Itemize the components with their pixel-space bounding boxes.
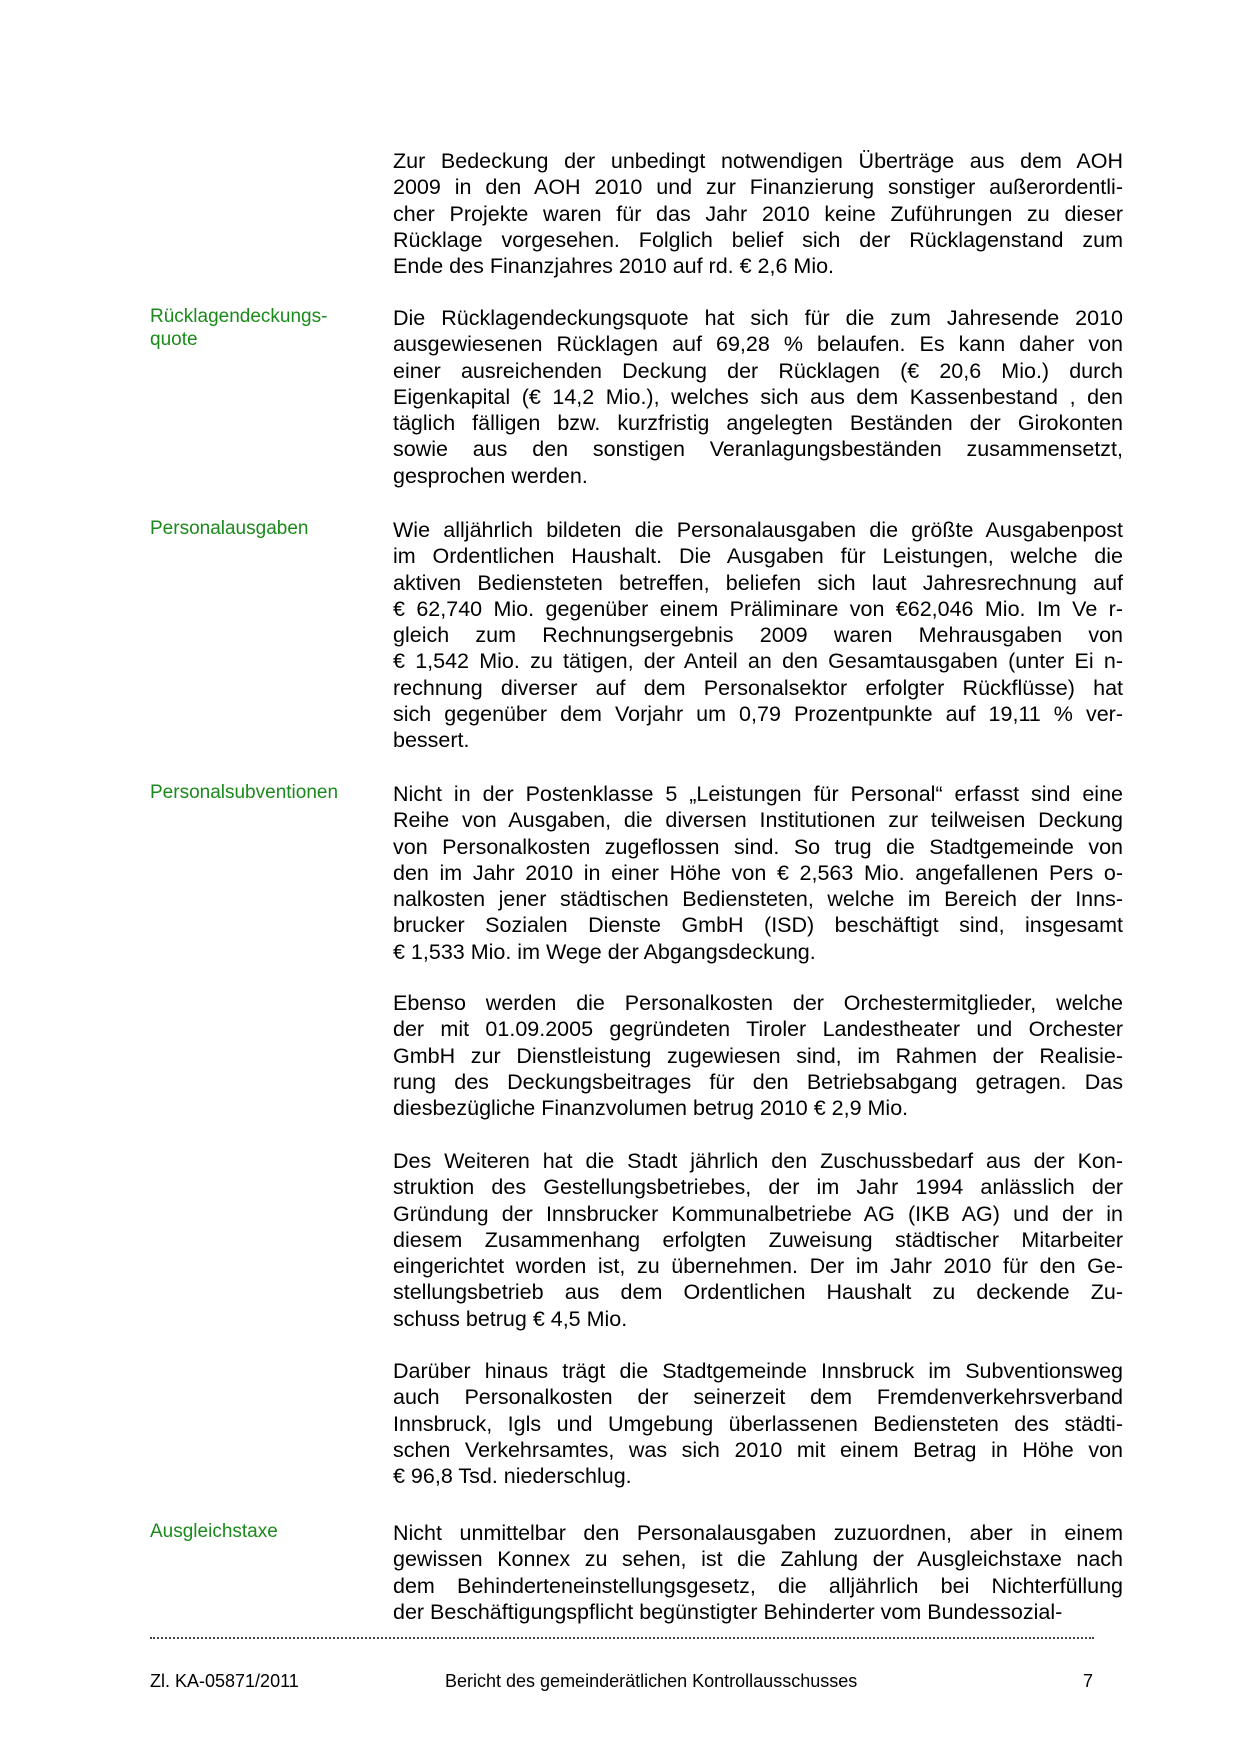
footer-reference: Zl. KA-05871/2011 (150, 1671, 299, 1691)
text-line: 2009 in den AOH 2010 und zur Finanzierung sonstiger außerordentli- (393, 175, 1123, 200)
text-line: Eigenkapital (€ 14,2 Mio.), welches sich aus dem Kassenbestand , den (393, 384, 1123, 409)
paragraph-text (393, 517, 1123, 754)
text-line: cher Projekte waren für das Jahr 2010 keine Zuführungen zu dieser (393, 201, 1123, 226)
text-line: gleich zum Rechnungsergebnis 2009 waren Mehrausgaben von (393, 623, 1123, 648)
margin-label (150, 517, 380, 540)
text-line: gesprochen werden. (393, 463, 588, 488)
text-line: der mit 01.09.2005 gegründeten Tiroler Landestheater und Orchester (393, 1017, 1123, 1042)
paragraph-text (393, 781, 1123, 965)
text-line: schuss betrug € 4,5 Mio. (393, 1306, 628, 1331)
text-line: ausgewiesenen Rücklagen auf 69,28 % belaufen. Es kann daher von (393, 332, 1123, 357)
text-line: Zur Bedeckung der unbedingt notwendigen Überträge aus dem AOH (393, 149, 1123, 173)
text-line: der Beschäftigungspflicht begünstigter Behinderter vom Bundessozial- (393, 1599, 1063, 1624)
text-line: nalkosten jener städtischen Bediensteten, welche im Bereich der Inns- (393, 887, 1123, 912)
text-line: dem Behinderteneinstellungsgesetz, die alljährlich bei Nichterfüllung (393, 1573, 1123, 1598)
text-line: Nicht unmittelbar den Personalausgaben zuzuordnen, aber in einem (393, 1521, 1123, 1545)
text-line: € 62,740 Mio. gegenüber einem Präliminare von €62,046 Mio. Im Ve r- (393, 596, 1123, 621)
text-line: rung des Deckungsbeitrages für den Betriebsabgang getragen. Das (393, 1069, 1123, 1094)
paragraph-text (393, 305, 1123, 489)
margin-label (150, 781, 380, 804)
text-line: Nicht in der Postenklasse 5 „Leistungen für Personal“ erfasst sind eine (393, 782, 1123, 806)
text-line: im Ordentlichen Haushalt. Die Ausgaben für Leistungen, welche die (393, 544, 1123, 569)
paragraph-text (393, 1520, 1123, 1625)
text-line: bessert. (393, 728, 470, 753)
text-line: Gründung der Innsbrucker Kommunalbetriebe AG (IKB AG) und der in (393, 1201, 1123, 1226)
paragraph-text (393, 1148, 1123, 1332)
text-line: gewissen Konnex zu sehen, ist die Zahlung der Ausgleichstaxe nach (393, 1547, 1123, 1572)
text-line: Ende des Finanzjahres 2010 auf rd. € 2,6 Mio. (393, 254, 835, 279)
text-line: diesbezügliche Finanzvolumen betrug 2010 € 2,9 Mio. (393, 1096, 909, 1121)
margin-label (150, 1520, 380, 1543)
text-line: Reihe von Ausgaben, die diversen Institutionen zur teilweisen Deckung (393, 808, 1123, 833)
margin-label-line: Personalausgaben (150, 518, 309, 539)
paragraph-text (393, 990, 1123, 1121)
footer-page-number: 7 (1083, 1671, 1094, 1691)
text-line: € 96,8 Tsd. niederschlug. (393, 1464, 632, 1489)
text-line: Rücklage vorgesehen. Folglich belief sich der Rücklagenstand zum (393, 227, 1123, 252)
text-line: stellungsbetrieb aus dem Ordentlichen Haushalt zu deckende Zu- (393, 1280, 1123, 1305)
text-line: schen Verkehrsamtes, was sich 2010 mit einem Betrag in Höhe von (393, 1437, 1123, 1462)
margin-label-line: Personalsubventionen (150, 782, 339, 803)
text-line: struktion des Gestellungsbetriebes, der im Jahr 1994 anlässlich der (393, 1175, 1123, 1200)
text-line: rechnung diverser auf dem Personalsektor erfolgter Rückflüsse) hat (393, 675, 1123, 700)
text-line: den im Jahr 2010 in einer Höhe von € 2,563 Mio. angefallenen Pers o- (393, 860, 1123, 885)
text-line: € 1,533 Mio. im Wege der Abgangsdeckung. (393, 939, 816, 964)
text-line: Innsbruck, Igls und Umgebung überlassenen Bediensteten des städti- (393, 1411, 1123, 1436)
margin-label (150, 305, 380, 351)
text-line: sich gegenüber dem Vorjahr um 0,79 Prozentpunkte auf 19,11 % ver- (393, 702, 1123, 727)
text-line: aktiven Bediensteten betreffen, beliefen sich laut Jahresrechnung auf (393, 570, 1123, 595)
text-line: GmbH zur Dienstleistung zugewiesen sind, im Rahmen der Realisie- (393, 1043, 1123, 1068)
text-line: diesem Zusammenhang erfolgten Zuweisung städtischer Mitarbeiter (393, 1227, 1123, 1252)
text-line: sowie aus den sonstigen Veranlagungsbeständen zusammensetzt, (393, 437, 1123, 462)
paragraph-text (393, 1358, 1123, 1489)
footer-title: Bericht des gemeinderätlichen Kontrollausschusses (445, 1671, 858, 1691)
text-line: € 1,542 Mio. zu tätigen, der Anteil an den Gesamtausgaben (unter Ei n- (393, 649, 1123, 674)
margin-label-line: Ausgleichstaxe (150, 1521, 278, 1542)
text-line: täglich fälligen bzw. kurzfristig angelegten Beständen der Girokonten (393, 411, 1123, 436)
text-line: Die Rücklagendeckungsquote hat sich für die zum Jahresende 2010 (393, 306, 1123, 330)
margin-label-line: Rücklagendeckungs- (150, 306, 328, 327)
text-line: Darüber hinaus trägt die Stadtgemeinde Innsbruck im Subventionsweg (393, 1359, 1123, 1383)
text-line: von Personalkosten zugeflossen sind. So trug die Stadtgemeinde von (393, 834, 1123, 859)
text-line: eingerichtet worden ist, zu übernehmen. Der im Jahr 2010 für den Ge- (393, 1254, 1123, 1279)
margin-label-line: quote (150, 329, 198, 350)
text-line: Wie alljährlich bildeten die Personalausgaben die größte Ausgabenpost (393, 518, 1123, 542)
text-line: auch Personalkosten der seinerzeit dem Fremdenverkehrsverband (393, 1385, 1123, 1410)
footer-divider (150, 1637, 1094, 1639)
text-line: brucker Sozialen Dienste GmbH (ISD) beschäftigt sind, insgesamt (393, 913, 1123, 938)
text-line: Ebenso werden die Personalkosten der Orchestermitglieder, welche (393, 991, 1123, 1015)
text-line: einer ausreichenden Deckung der Rücklagen (€ 20,6 Mio.) durch (393, 358, 1123, 383)
text-line: Des Weiteren hat die Stadt jährlich den Zuschussbedarf aus der Kon- (393, 1149, 1123, 1173)
paragraph-text (393, 148, 1123, 279)
